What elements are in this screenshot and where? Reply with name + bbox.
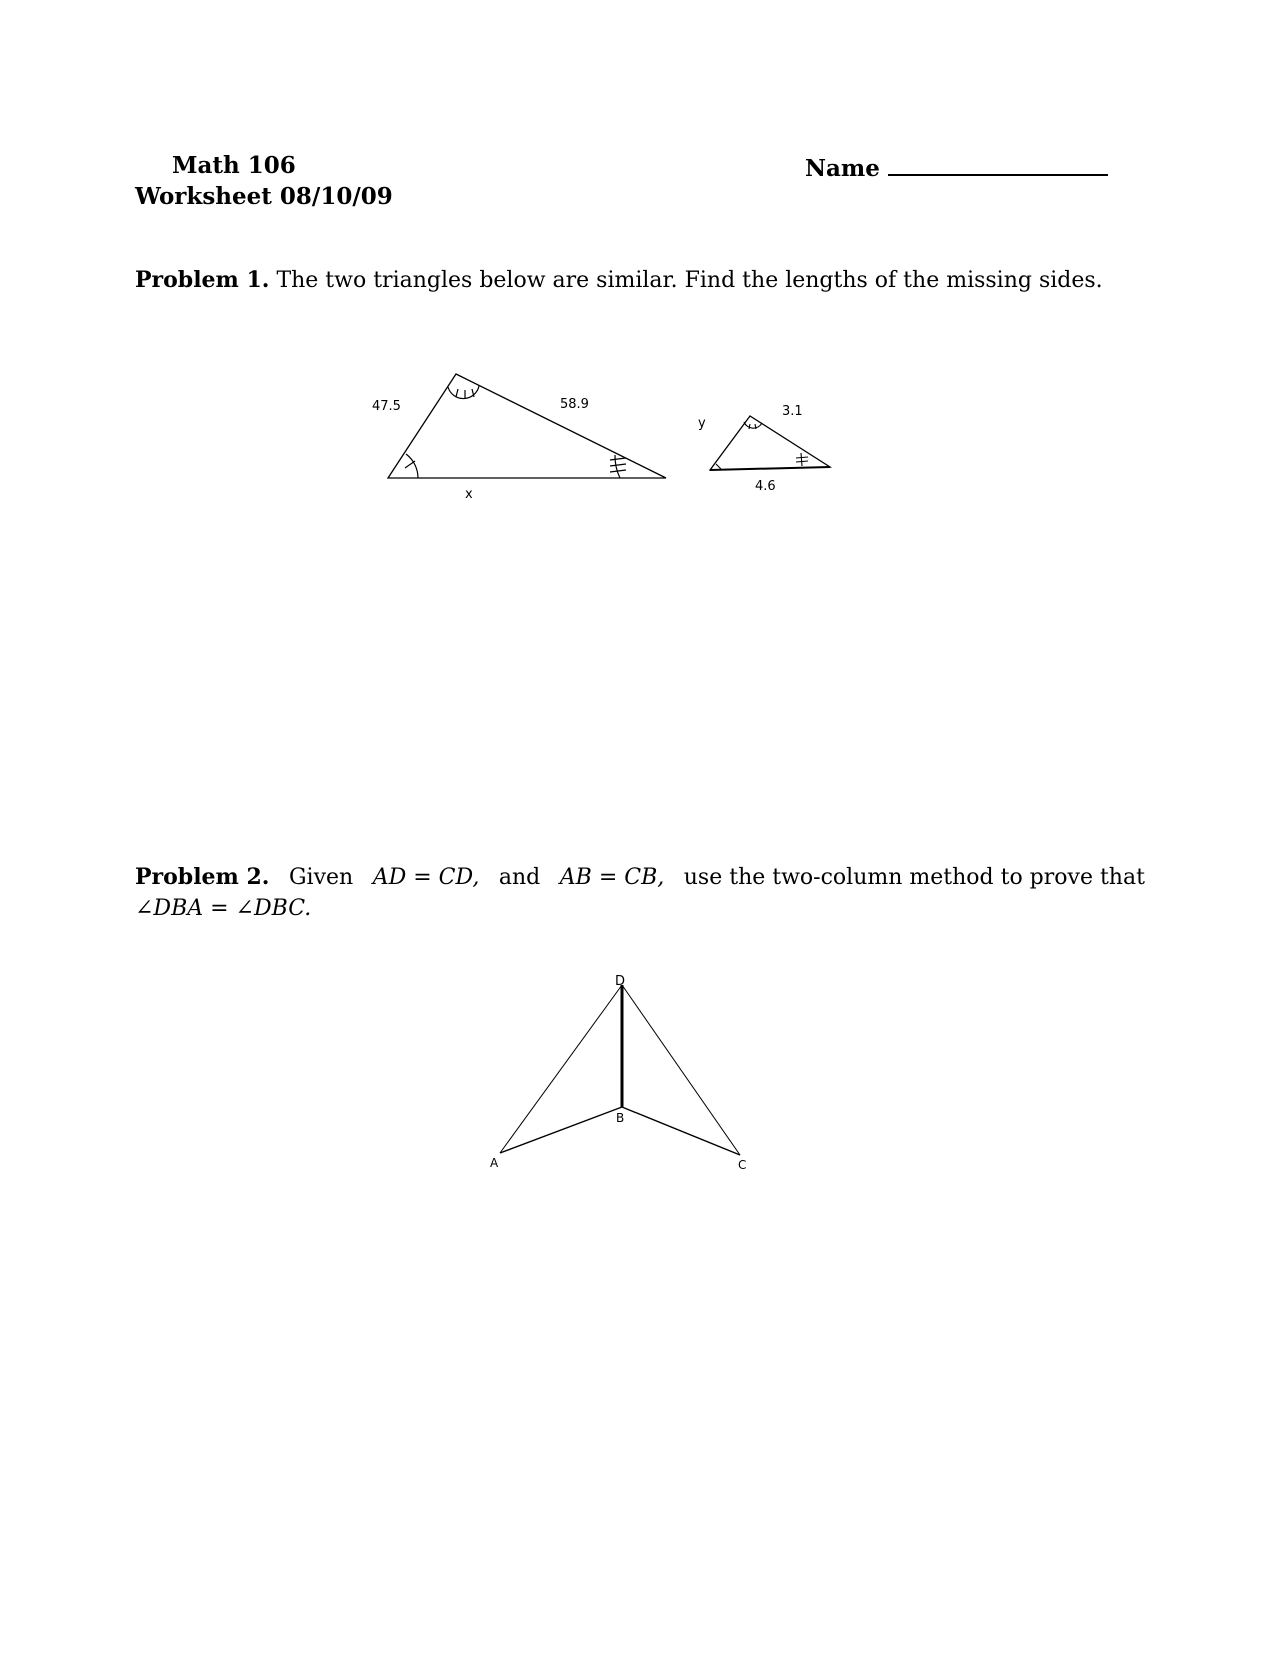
problem-1-label: Problem 1. <box>135 267 270 293</box>
name-label: Name <box>805 155 880 182</box>
small-angle-tick-left <box>716 464 721 469</box>
problem-1-statement <box>135 265 1145 296</box>
large-angle-tick-left <box>405 461 415 468</box>
large-side-bottom-label: x <box>465 487 473 502</box>
large-angle-ticks-right <box>610 458 626 472</box>
segment-cd <box>622 985 740 1155</box>
small-angle-ticks-top <box>744 422 762 429</box>
given-equation-1: AD = CD, <box>372 865 480 890</box>
name-field[interactable] <box>805 152 1108 182</box>
problem-2-statement <box>135 862 1145 924</box>
small-side-left-label: y <box>698 416 706 431</box>
small-triangle-base-emphasis <box>710 467 830 470</box>
given-equation-2: AB = CB, <box>559 865 665 890</box>
problem-1-text: The two triangles below are similar. Find the lengths of the missing sides. <box>276 268 1103 293</box>
segment-ab <box>500 1107 625 1153</box>
small-angle-ticks-right <box>796 453 808 466</box>
point-c-label: C <box>738 1158 747 1172</box>
segment-cb <box>622 1107 740 1155</box>
small-side-bottom-label: 4.6 <box>755 479 776 494</box>
and-word: and <box>498 865 541 890</box>
point-a-label: A <box>490 1156 499 1170</box>
given-word: Given <box>288 865 354 890</box>
problem-2-label: Problem 2. <box>135 864 270 890</box>
similar-triangles-figure <box>370 360 890 510</box>
course-title: Math 106 <box>172 152 296 179</box>
problem-2-line-1 <box>135 862 1145 893</box>
name-blank-line[interactable] <box>888 152 1108 176</box>
kite-figure <box>460 965 780 1185</box>
large-side-left-label: 47.5 <box>372 399 401 414</box>
small-side-right-label: 3.1 <box>782 404 803 419</box>
point-d-label: D <box>615 974 626 989</box>
worksheet-date: Worksheet 08/10/09 <box>135 183 393 210</box>
problem-2-instruction: use the two-column method to prove that <box>683 865 1145 890</box>
small-triangle <box>710 416 830 470</box>
large-triangle <box>388 374 666 478</box>
point-b-label: B <box>616 1111 625 1125</box>
segment-ad <box>500 985 625 1153</box>
problem-2-line-2: ∠DBA = ∠DBC. <box>135 896 312 921</box>
large-side-right-label: 58.9 <box>560 397 589 412</box>
